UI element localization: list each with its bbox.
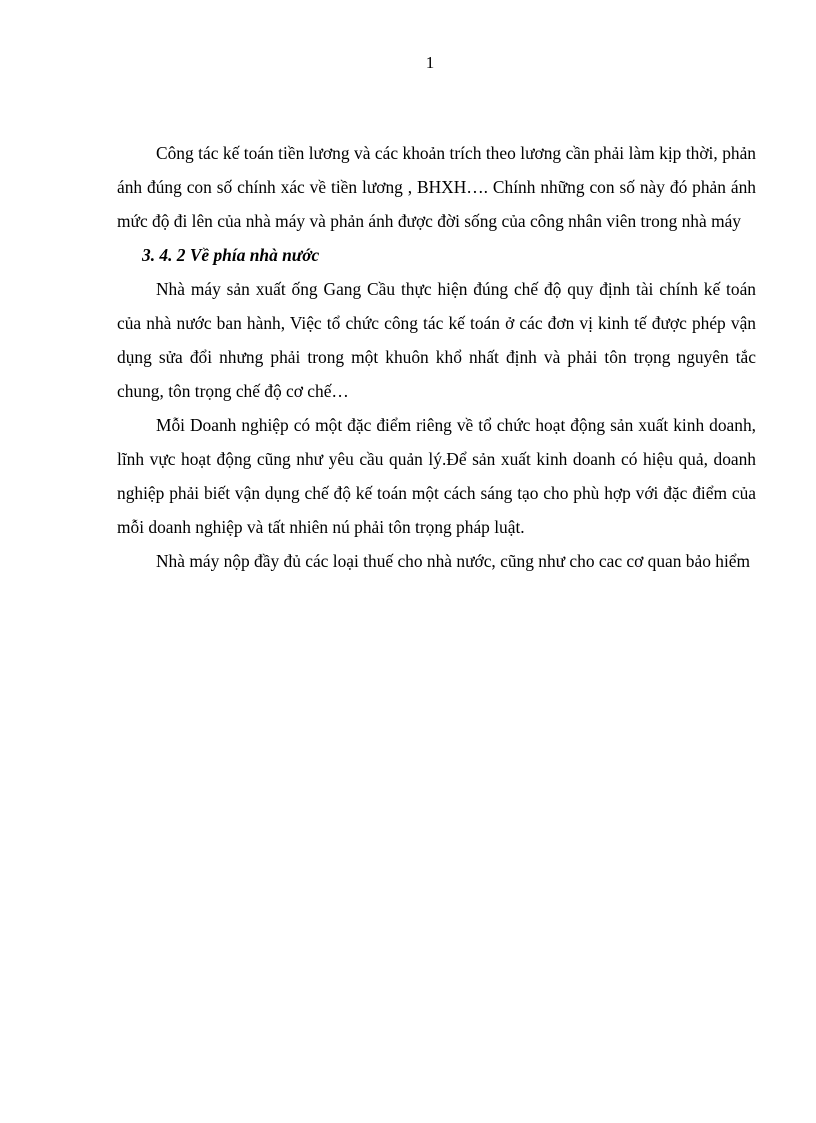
- section-heading: 3. 4. 2 Về phía nhà nước: [142, 245, 320, 265]
- paragraph-state-regulations: Nhà máy sản xuất ống Gang Cầu thực hiện đúng chế độ quy định tài chính kế toán của nhà nước ban hành, Việc tổ chức công tác kế toán ở các đơn vị kinh tế được phép vận dụng sửa đổi nhưng phải trong một khuôn khổ nhất định và phải tôn trọng nguyên tắc chung, tôn trọng chế độ cơ chế…: [117, 279, 756, 401]
- paragraph-payroll-accounting: Công tác kế toán tiền lương và các khoản trích theo lương cần phải làm kịp thời, phản ánh đúng con số chính xác về tiền lương , BHXH…. Chính những con số này đó phản ánh mức độ đi lên của nhà máy và phản ánh được đời sống của công nhân viên trong nhà máy: [117, 143, 756, 231]
- paragraph-tax-obligations: Nhà máy nộp đầy đủ các loại thuế cho nhà nước, cũng như cho cac cơ quan bảo hiểm: [156, 551, 751, 571]
- document-body: [117, 136, 756, 578]
- paragraph-enterprise-characteristics: Mỗi Doanh nghiệp có một đặc điểm riêng về tổ chức hoạt động sản xuất kinh doanh, lĩnh vực hoạt động cũng như yêu cầu quản lý.Để sản xuất kinh doanh có hiệu quả, doanh nghiệp phải biết vận dụng chế độ kế toán một cách sáng tạo cho phù hợp với đặc điểm của mỗi doanh nghiệp và tất nhiên nú phải tôn trọng pháp luật.: [117, 415, 756, 537]
- page-number: 1: [425, 53, 435, 72]
